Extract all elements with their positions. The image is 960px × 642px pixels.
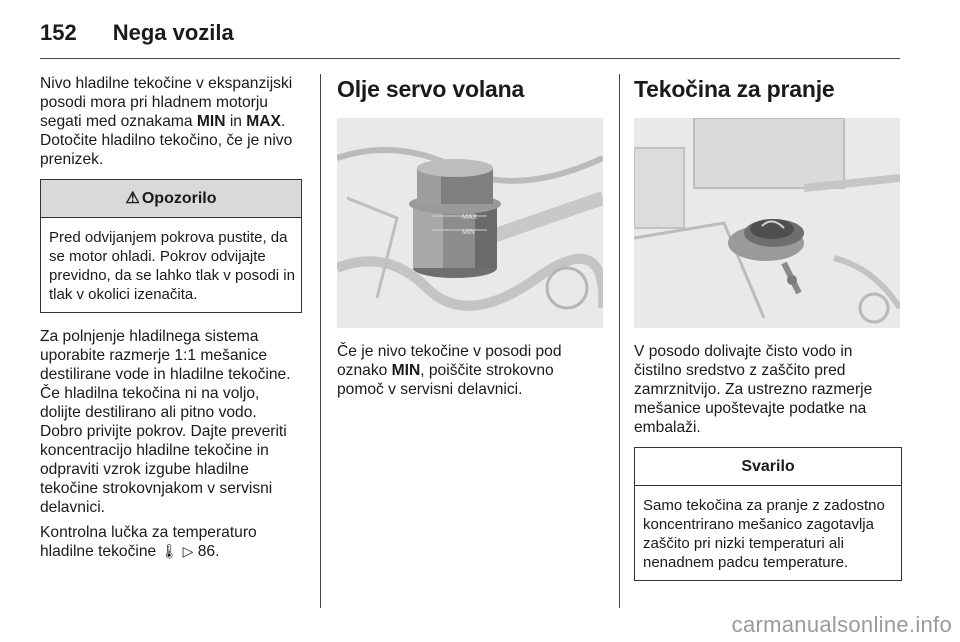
coolant-lamp-paragraph: Kontrolna lučka za temperaturo hladilne tekočine 🌡 ▷ 86.: [40, 524, 257, 560]
column-power-steering: [337, 74, 603, 405]
chapter-title: Nega vozila: [112, 20, 234, 45]
caution-box: [634, 447, 902, 581]
warning-header: [41, 180, 301, 218]
coolant-temperature-icon: 🌡: [160, 543, 179, 559]
figure-min-label: MIN: [462, 229, 475, 236]
warning-triangle-icon: ⚠: [125, 190, 140, 207]
column-divider-1: [320, 74, 321, 608]
coolant-level-paragraph: Nivo hladilne tekočine v ekspanzijski posodi mora pri hladnem motorju segati med oznakama MIN in MAX. Dotočite hladilno tekočino, če je nivo prenizek.: [40, 75, 293, 168]
page-number: 152: [40, 20, 77, 45]
header-rule: [40, 58, 900, 59]
power-steering-paragraph: Če je nivo tekočine v posodi pod oznako MIN, poiščite strokovno pomoč v servisni delavnici.: [337, 343, 562, 398]
power-steering-reservoir-image: [337, 118, 603, 328]
min-mark-steering: MIN: [391, 362, 421, 379]
caution-title: Svarilo: [635, 448, 901, 486]
figure-max-label: MAX: [462, 214, 478, 221]
page-reference-icon: ▷: [182, 543, 194, 559]
washer-fluid-heading: Tekočina za pranje: [634, 76, 835, 102]
warning-box: [40, 179, 302, 313]
min-mark: MIN: [196, 113, 226, 130]
page-header: [40, 16, 234, 50]
column-coolant: [40, 74, 302, 567]
watermark: carmanualsonline.info: [731, 612, 952, 637]
max-mark: MAX: [246, 113, 281, 130]
washer-reservoir-image: [634, 118, 900, 328]
warning-title: Opozorilo: [141, 190, 217, 207]
warning-text: Pred odvijanjem pokrova pustite, da se motor ohladi. Pokrov odvijajte previdno, da se lahko tlak v posodi in tlak v okolici izenačita.: [49, 229, 295, 303]
washer-fluid-paragraph: V posodo dolivajte čisto vodo in čistilno sredstvo z zaščito pred zamrznitvijo. Za ustrezno razmerje mešanice upoštevajte podatke na embalaži.: [634, 343, 873, 436]
column-divider-2: [619, 74, 620, 608]
power-steering-heading: Olje servo volana: [337, 76, 525, 102]
coolant-fill-paragraph: Za polnjenje hladilnega sistema uporabite razmerje 1:1 mešanice destilirane vode in hladilne tekočine. Če hladilna tekočina ni na voljo, dolijte destilirano ali pitno vodo. Dobro privijte pokrov. Dajte preveriti koncentracijo hladilne tekočine in odpraviti vzrok izgube hladilne tekočine strokovnjakom v servisni delavnici.: [40, 328, 291, 516]
column-washer-fluid: [634, 74, 902, 595]
caution-text: Samo tekočina za pranje z zadostno koncentrirano mešanico zagotavlja zaščito pri nizki temperaturi ali nenadnem padcu temperature.: [643, 497, 885, 571]
